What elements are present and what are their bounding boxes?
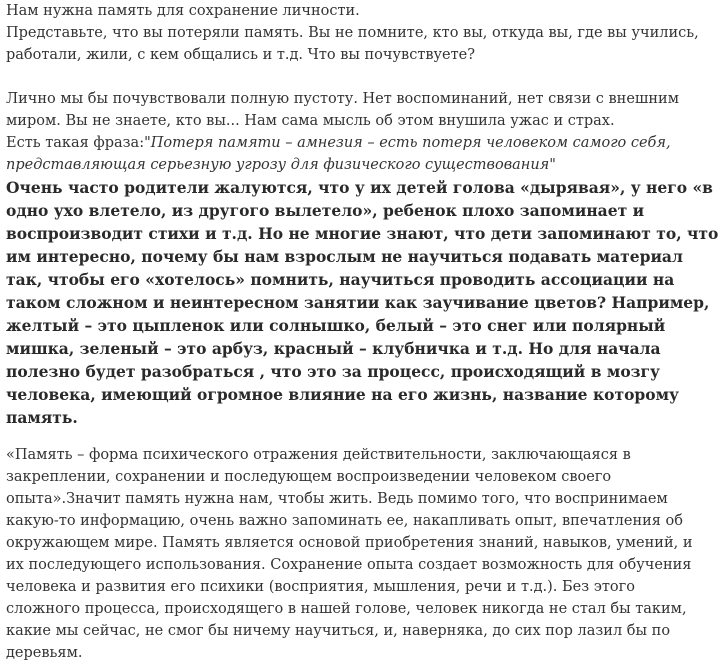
- quote-line: [6, 132, 722, 154]
- intro-line: Представьте, что вы потеряли память. Вы не помните, кто вы, откуда вы, где вы учились,: [6, 25, 699, 41]
- emptiness-paragraph: [6, 88, 722, 176]
- bold-line: одно ухо влетело, из другого вылетело», ребенок плохо запоминает и: [6, 201, 645, 220]
- paragraph-line: человека и развития его психики (восприятия, мышления, речи и т.д.). Без этого: [6, 579, 635, 595]
- paragraph-line: деревьям.: [6, 645, 83, 661]
- paragraph-line: опыта».Значит память нужна нам, чтобы жить. Ведь помимо того, что воспринимаем: [6, 491, 668, 507]
- paragraph-gap: [6, 429, 722, 444]
- intro-paragraph: [6, 0, 722, 66]
- quote-italic: представляющая серьезную угрозу для физического существования: [6, 157, 550, 173]
- definition-paragraph: [6, 444, 722, 664]
- bold-line: человека, имеющий огромное влияние на его жизнь, название которому: [6, 385, 679, 404]
- paragraph-line: закреплении, сохранении и последующем воспроизведении человеком своего: [6, 469, 612, 485]
- bold-line: мишка, зеленый – это арбуз, красный – клубничка и т.д. Но для начала: [6, 339, 661, 358]
- paragraph-line: сложного процесса, происходящего в нашей голове, человек никогда не стал бы таким,: [6, 601, 687, 617]
- bold-line: память.: [6, 408, 78, 427]
- bold-line: желтый – это цыпленок или солнышко, белый – это снег или полярный: [6, 316, 666, 335]
- intro-line: работали, жили, с кем общались и т.д. Что вы почувствуете?: [6, 47, 475, 63]
- quote-line: [6, 154, 722, 176]
- bold-paragraph: [6, 176, 722, 429]
- quote-italic: Потеря памяти – амнезия – есть потеря человеком самого себя,: [150, 135, 671, 151]
- paragraph-line: миром. Вы не знаете, кто вы... Нам сама мысль об этом внушила ужас и страх.: [6, 113, 615, 129]
- paragraph-line: какую-то информацию, очень важно запоминать ее, накапливать опыт, впечатления об: [6, 513, 684, 529]
- paragraph-line: окружающем мире. Память является основой приобретения знаний, навыков, умений, и: [6, 535, 693, 551]
- bold-line: Очень часто родители жалуются, что у их детей голова «дырявая», у него «в: [6, 178, 713, 197]
- bold-line: полезно будет разобраться , что это за процесс, происходящий в мозгу: [6, 362, 660, 381]
- bold-line: им интересно, почему бы нам взрослым не научиться подавать материал: [6, 247, 683, 266]
- intro-line: Нам нужна память для сохранение личности.: [6, 3, 360, 19]
- paragraph-line: какие мы сейчас, не смог бы ничему научиться, и, наверняка, до сих пор лазил бы по: [6, 623, 671, 639]
- quote-lead: Есть такая фраза:": [6, 135, 151, 151]
- paragraph-line: Лично мы бы почувствовали полную пустоту. Нет воспоминаний, нет связи с внешним: [6, 91, 679, 107]
- paragraph-gap: [6, 66, 722, 88]
- quote-close: ": [549, 157, 556, 173]
- article-text: [6, 0, 722, 664]
- bold-line: таком сложном и неинтересном занятии как заучивание цветов? Например,: [6, 293, 710, 312]
- paragraph-line: «Память – форма психического отражения действительности, заключающаяся в: [6, 447, 631, 463]
- bold-line: так, чтобы его «хотелось» помнить, научиться проводить ассоциации на: [6, 270, 675, 289]
- paragraph-line: их последующего использования. Сохранение опыта создает возможность для обучения: [6, 557, 692, 573]
- bold-line: воспроизводит стихи и т.д. Но не многие знают, что дети запоминают то, что: [6, 224, 719, 243]
